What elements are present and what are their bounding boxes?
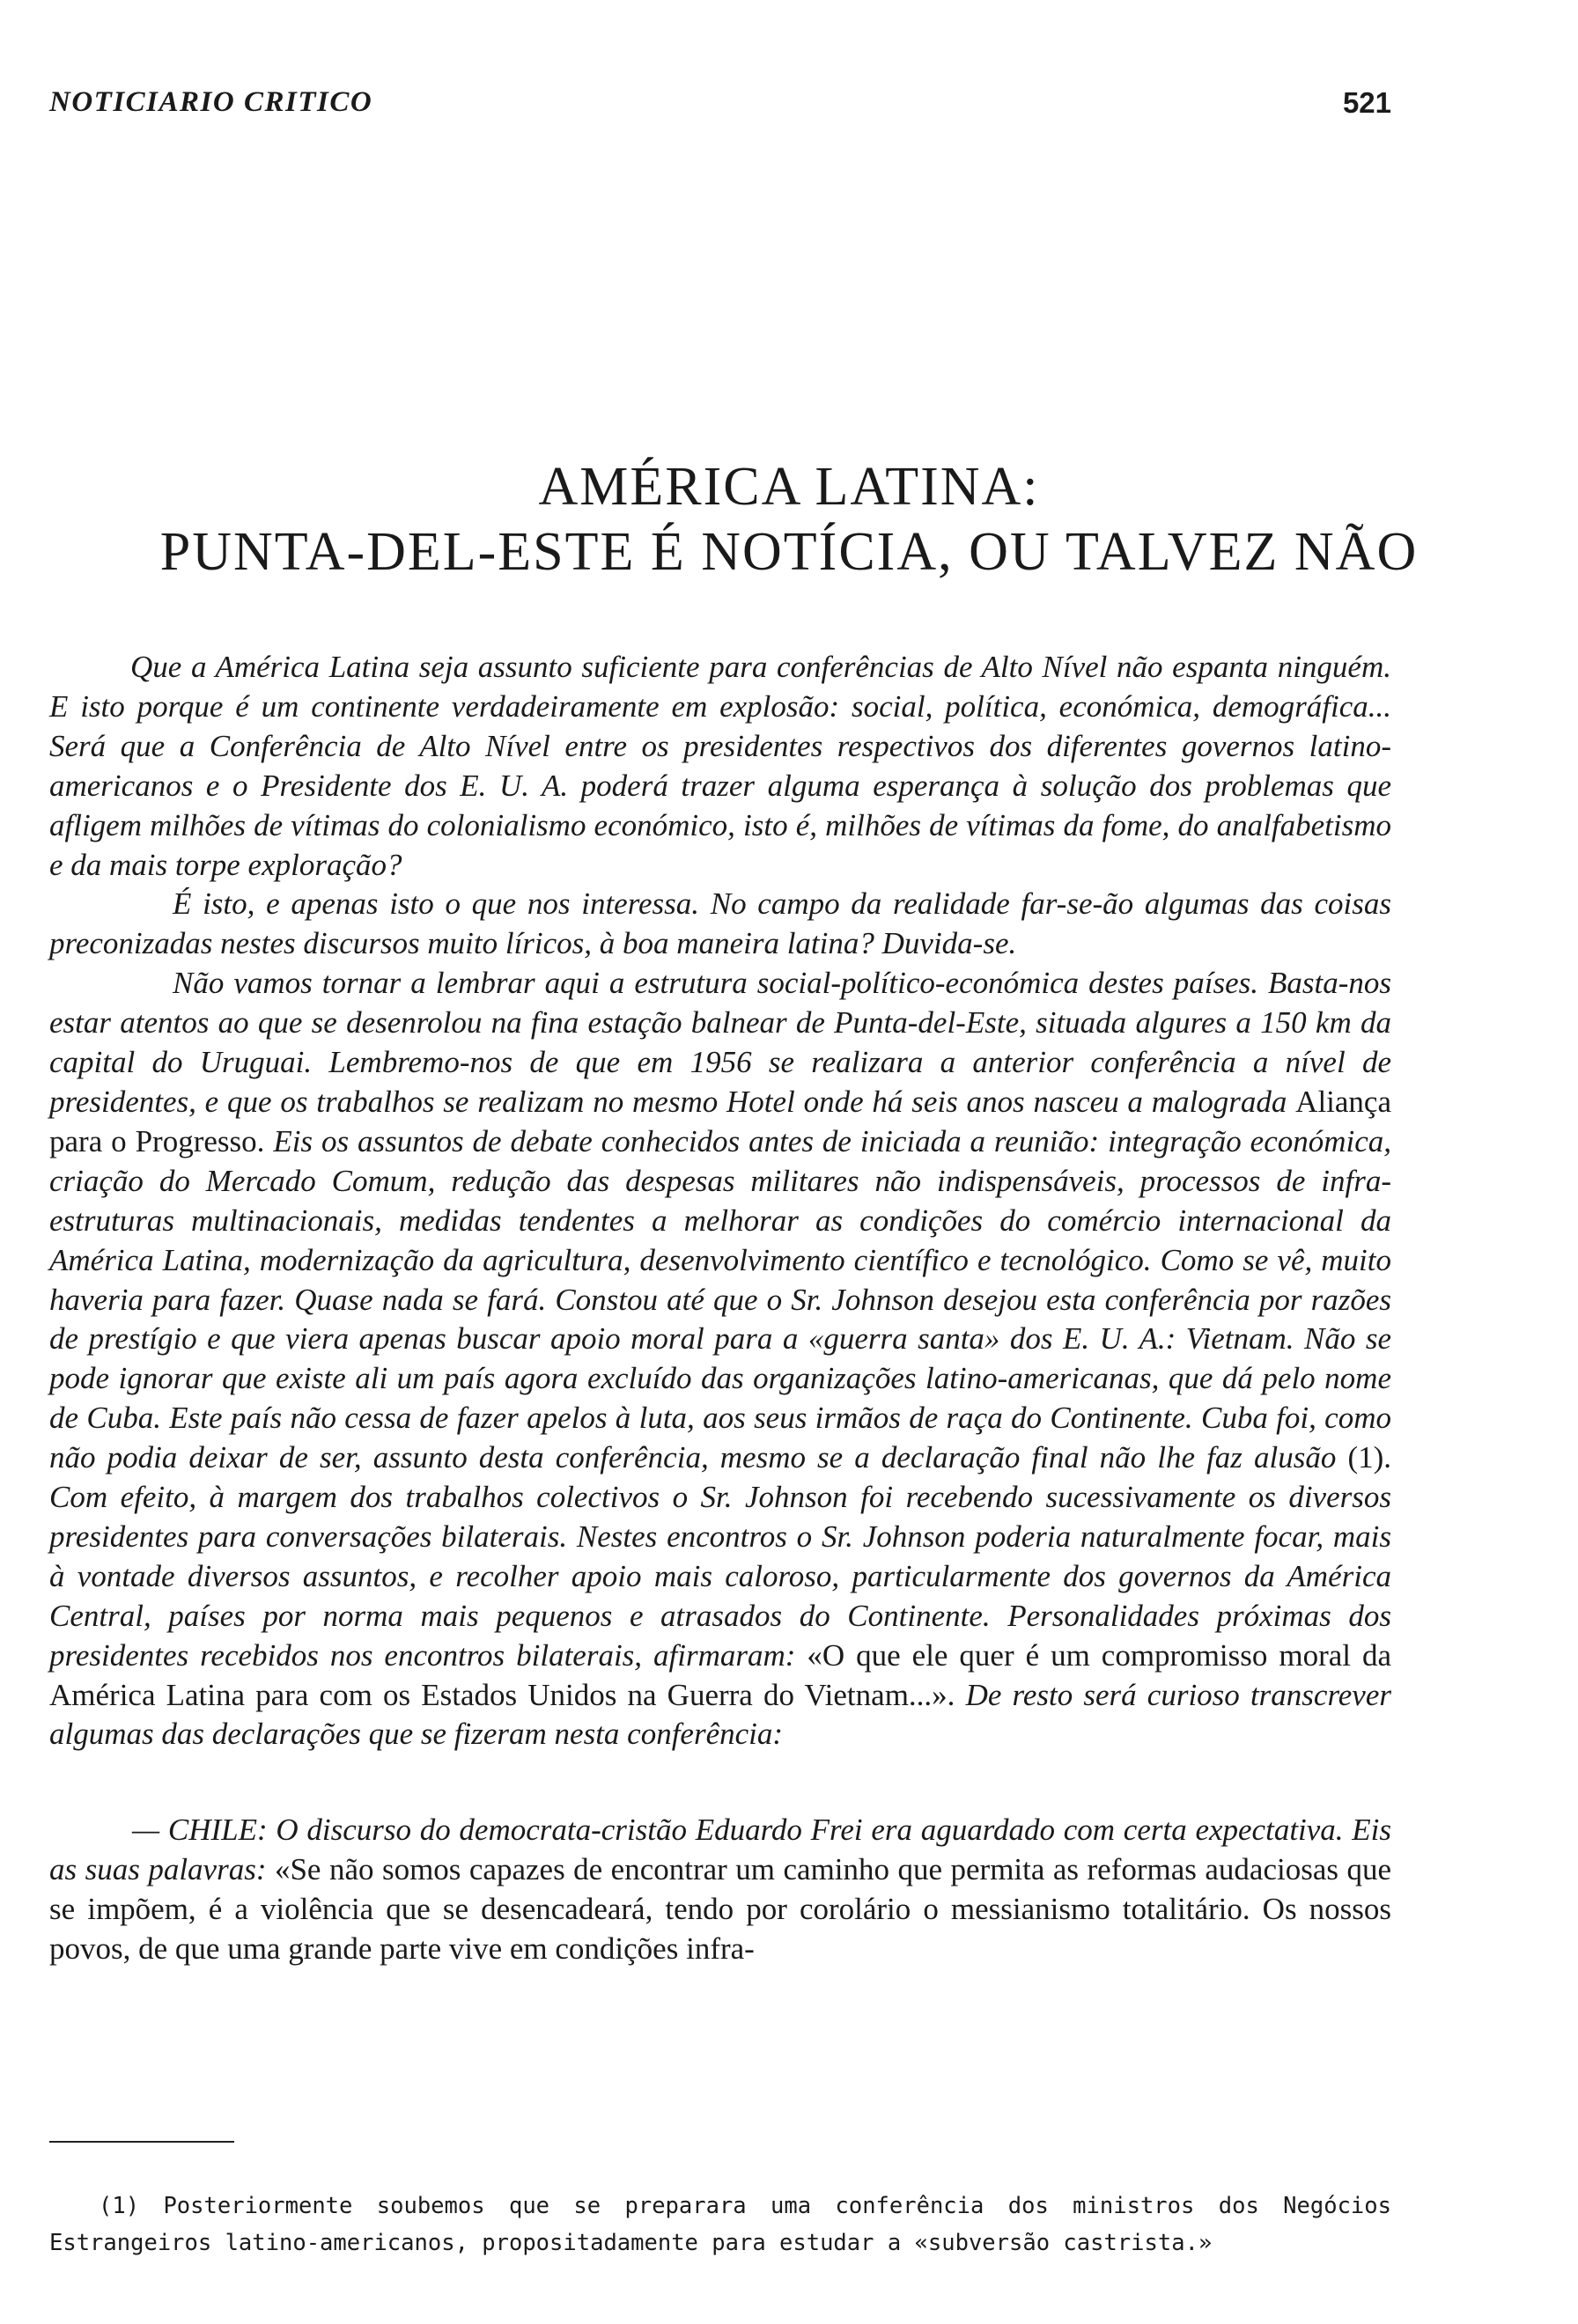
intro-paragraph-3 [49, 964, 1391, 1754]
chile-paragraph [49, 1811, 1391, 1969]
intro-paragraph-2: É isto, e apenas isto o que nos interessa. No campo da realidade far-se-ão algumas das coisas preconizadas nestes discursos muito líricos, à boa maneira latina? Duvida-se. [49, 886, 1391, 961]
chile-lead: — CHILE: O discurso do democrata-cristão Eduardo Frei era aguardado com certa expectativa. Eis as suas palavras: [49, 1813, 1391, 1886]
footnote-reference: (1). [1347, 1440, 1392, 1475]
paragraph-3-part-d: Com efeito, à margem dos trabalhos colectivos o Sr. Johnson foi recebendo sucessivamente os diversos presidentes para conversações bilaterais. Nestes encontros o Sr. Johnson poderia naturalmente focar, mais à vontade diversos assuntos, e recolher apoio mais caloroso, particularmente dos governos da América Central, países por norma mais pequenos e atrasados do Continente. Personalidades próximas dos presidentes recebidos nos encontros bilaterais, afirmaram: [49, 1480, 1391, 1673]
footnote-text: Posteriormente soubemos que se preparara uma conferência dos ministros dos Negócios Estrangeiros latino-americanos, propositadamente para estudar a «subversão castrista.» [49, 2193, 1391, 2256]
article-title-line-1: AMÉRICA LATINA: [538, 457, 1040, 517]
frei-quote: «Se não somos capazes de encontrar um caminho que permita as reformas audaciosas que se impõem, é a violência que se desencadeará, tendo por corolário o messianismo totalitário. Os nossos povos, de que uma grande parte vive em condições infra- [49, 1851, 1391, 1966]
intro-paragraph-1: Que a América Latina seja assunto suficiente para conferências de Alto Nível não espanta ninguém. E isto porque é um continente verdadeiramente em explosão: social, política, económica, demográfica... Será que a Conferência de Alto Nível entre os presidentes respectivos dos diferentes governos latino-americanos e o Presidente dos E. U. A. poderá trazer alguma esperança à solução dos problemas que afligem milhões de vítimas do colonialismo económico, isto é, milhões de vítimas da fome, do analfabetismo e da mais torpe exploração? [49, 650, 1391, 882]
chile-section [49, 1811, 1391, 1969]
footnote-mark: (1) [99, 2193, 140, 2219]
footnote [49, 2188, 1391, 2261]
paragraph-3-part-a: Não vamos tornar a lembrar aqui a estrutura social-político-económica destes países. Basta-nos estar atentos ao que se desenrolou na fina estação balnear de Punta-del-Este, situada algures a 150 km da capital do Uruguai. Lembremo-nos de que em 1956 se realizara a anterior conferência a nível de presidentes, e que os trabalhos se realizam no mesmo Hotel onde há seis anos nasceu a malograda [49, 966, 1391, 1119]
intro-section [49, 648, 1391, 1754]
paragraph-3-part-e: De resto será curioso transcrever algumas das declarações que se fizeram nesta conferência: [49, 1677, 1391, 1752]
footnote-divider [49, 2141, 234, 2143]
alianca-progresso-text: Aliança para o Progresso. [49, 1084, 1391, 1158]
paragraph-3-part-c: Eis os assuntos de debate conhecidos antes de iniciada a reunião: integração económica, criação do Mercado Comum, redução das despesas militares não indispensáveis, processos de infra-estruturas multinacionais, medidas tendentes a melhorar as condições do comércio internacional da América Latina, modernização da agricultura, desenvolvimento científico e tecnológico. Como se vê, muito haveria para fazer. Quase nada se fará. Constou até que o Sr. Johnson desejou esta conferência por razões de prestígio e que viera apenas buscar apoio moral para a «guerra santa» dos E. U. A.: Vietnam. Não se pode ignorar que existe ali um país agora excluído das organizações latino-americanas, que dá pelo nome de Cuba. Este país não cessa de fazer apelos à luta, aos seus irmãos de raça do Continente. Cuba foi, como não podia deixar de ser, assunto desta conferência, mesmo se a declaração final não lhe faz alusão [49, 1123, 1392, 1475]
johnson-quote: «O que ele quer é um compromisso moral da América Latina para com os Estados Unidos na Guerra do Vietnam...». [49, 1637, 1392, 1712]
article-title-line-2: PUNTA-DEL-ESTE É NOTÍCIA, OU TALVEZ NÃO [159, 522, 1419, 582]
running-head: NOTICIARIO CRITICO [49, 86, 373, 118]
page-number: 521 [1342, 86, 1391, 119]
